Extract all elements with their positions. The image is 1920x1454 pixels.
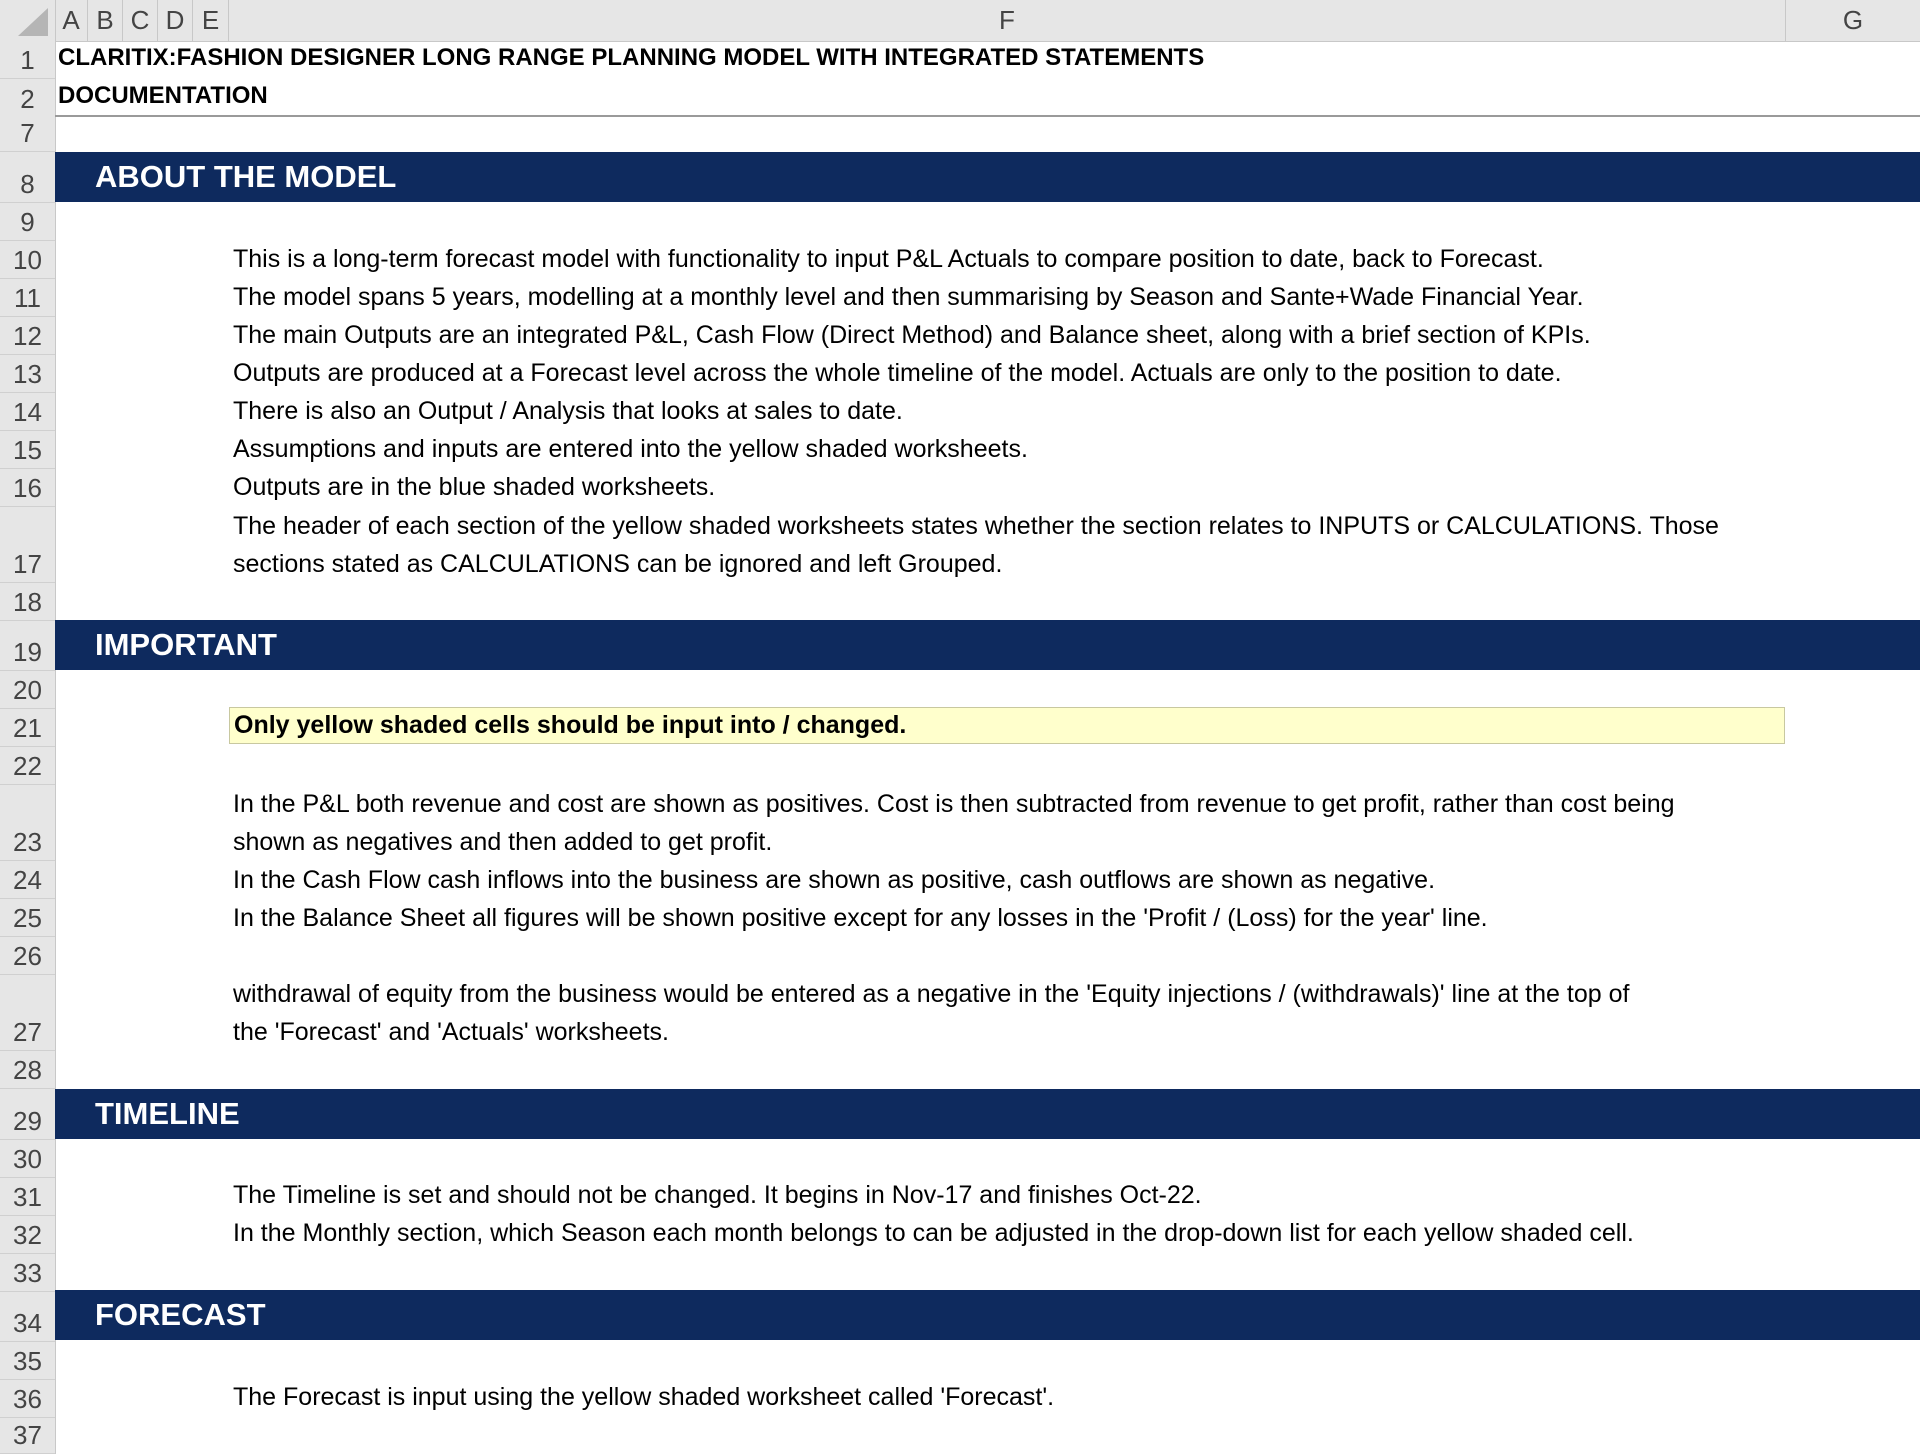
column-header-a[interactable]: A: [55, 0, 88, 41]
about-line[interactable]: The main Outputs are an integrated P&L, Cash Flow (Direct Method) and Balance sheet, along with a brief section of KPIs.: [233, 321, 1591, 349]
row-header[interactable]: 37: [0, 1418, 55, 1454]
row-header-column: [0, 41, 56, 1454]
row-header[interactable]: 26: [0, 937, 55, 975]
row-header[interactable]: 20: [0, 671, 55, 709]
about-line[interactable]: Assumptions and inputs are entered into the yellow shaded worksheets.: [233, 435, 1028, 463]
section-heading: IMPORTANT: [95, 627, 277, 662]
row-header[interactable]: 14: [0, 393, 55, 431]
row-header[interactable]: 29: [0, 1089, 55, 1140]
column-header-b[interactable]: B: [88, 0, 123, 41]
row-header[interactable]: 25: [0, 899, 55, 937]
about-line[interactable]: The model spans 5 years, modelling at a monthly level and then summarising by Season and Sante+Wade Financial Year.: [233, 283, 1584, 311]
row-header[interactable]: 30: [0, 1140, 55, 1178]
forecast-line[interactable]: The Forecast is input using the yellow shaded worksheet called 'Forecast'.: [233, 1383, 1055, 1411]
column-header-f[interactable]: F: [229, 0, 1786, 41]
section-heading: ABOUT THE MODEL: [95, 159, 397, 194]
about-line[interactable]: There is also an Output / Analysis that looks at sales to date.: [233, 397, 903, 425]
timeline-line[interactable]: In the Monthly section, which Season each month belongs to can be adjusted in the drop-down list for each yellow shaded cell.: [233, 1219, 1634, 1247]
section-heading: TIMELINE: [95, 1096, 240, 1131]
section-header-about[interactable]: [55, 152, 1920, 202]
document-title[interactable]: CLARITIX:FASHION DESIGNER LONG RANGE PLANNING MODEL WITH INTEGRATED STATEMENTS: [58, 44, 1205, 71]
row-header[interactable]: 27: [0, 975, 55, 1051]
column-header-e[interactable]: E: [193, 0, 229, 41]
important-line[interactable]: In the Balance Sheet all figures will be shown positive except for any losses in the 'Profit / (Loss) for the year' line.: [233, 904, 1488, 932]
column-header-g[interactable]: G: [1842, 5, 1864, 35]
row-header[interactable]: 8: [0, 152, 55, 203]
row-header[interactable]: 16: [0, 469, 55, 507]
column-header-c[interactable]: C: [123, 0, 158, 41]
section-header-timeline[interactable]: [55, 1089, 1920, 1139]
about-line[interactable]: The header of each section of the yellow shaded worksheets states whether the section relates to INPUTS or CALCULATIONS. Those: [233, 512, 1719, 540]
row-header[interactable]: 21: [0, 709, 55, 747]
row-header[interactable]: 11: [0, 279, 55, 317]
important-line[interactable]: the 'Forecast' and 'Actuals' worksheets.: [233, 1018, 669, 1046]
yellow-input-highlight-cell[interactable]: Only yellow shaded cells should be input into / changed.: [229, 707, 1785, 744]
select-all-triangle-icon: [0, 0, 55, 41]
row-header[interactable]: 19: [0, 621, 55, 671]
row-header[interactable]: 35: [0, 1342, 55, 1380]
about-line[interactable]: sections stated as CALCULATIONS can be ignored and left Grouped.: [233, 550, 1003, 578]
row-header[interactable]: 18: [0, 583, 55, 621]
row-header[interactable]: 33: [0, 1254, 55, 1292]
section-heading: FORECAST: [95, 1297, 266, 1332]
row-header[interactable]: 10: [0, 241, 55, 279]
row-header[interactable]: 22: [0, 747, 55, 785]
document-subtitle[interactable]: DOCUMENTATION: [58, 82, 268, 109]
freeze-pane-divider: [55, 115, 1920, 117]
important-line[interactable]: In the P&L both revenue and cost are shown as positives. Cost is then subtracted from revenue to get profit, rather than cost being: [233, 790, 1675, 818]
row-header[interactable]: 28: [0, 1051, 55, 1089]
row-header[interactable]: 17: [0, 507, 55, 583]
row-header[interactable]: 12: [0, 317, 55, 355]
section-header-important[interactable]: [55, 620, 1920, 670]
about-line[interactable]: This is a long-term forecast model with functionality to input P&L Actuals to compare position to date, back to Forecast.: [233, 245, 1544, 273]
column-header-d[interactable]: D: [158, 0, 193, 41]
row-header[interactable]: 34: [0, 1292, 55, 1342]
important-line[interactable]: shown as negatives and then added to get profit.: [233, 828, 773, 856]
section-header-forecast[interactable]: [55, 1290, 1920, 1340]
row-header[interactable]: 32: [0, 1216, 55, 1254]
column-header-bar: [0, 0, 1920, 42]
row-header[interactable]: 2: [20, 84, 35, 114]
row-header[interactable]: 36: [0, 1380, 55, 1418]
select-all-corner[interactable]: [0, 0, 56, 41]
row-header[interactable]: 1: [0, 41, 55, 79]
row-header[interactable]: 23: [0, 785, 55, 861]
row-header[interactable]: 15: [0, 431, 55, 469]
row-header[interactable]: 31: [0, 1178, 55, 1216]
important-line[interactable]: In the Cash Flow cash inflows into the business are shown as positive, cash outflows are shown as negative.: [233, 866, 1436, 894]
row-header[interactable]: 7: [0, 117, 55, 152]
row-header[interactable]: 13: [0, 355, 55, 393]
about-line[interactable]: Outputs are produced at a Forecast level across the whole timeline of the model. Actuals are only to the position to date.: [233, 359, 1562, 387]
row-header[interactable]: 9: [0, 203, 55, 241]
timeline-line[interactable]: The Timeline is set and should not be changed. It begins in Nov-17 and finishes Oct-22.: [233, 1181, 1202, 1209]
about-line[interactable]: Outputs are in the blue shaded worksheets.: [233, 473, 716, 501]
row-header[interactable]: 24: [0, 861, 55, 899]
important-line[interactable]: withdrawal of equity from the business would be entered as a negative in the 'Equity injections / (withdrawals)' line at the top of: [233, 980, 1630, 1008]
